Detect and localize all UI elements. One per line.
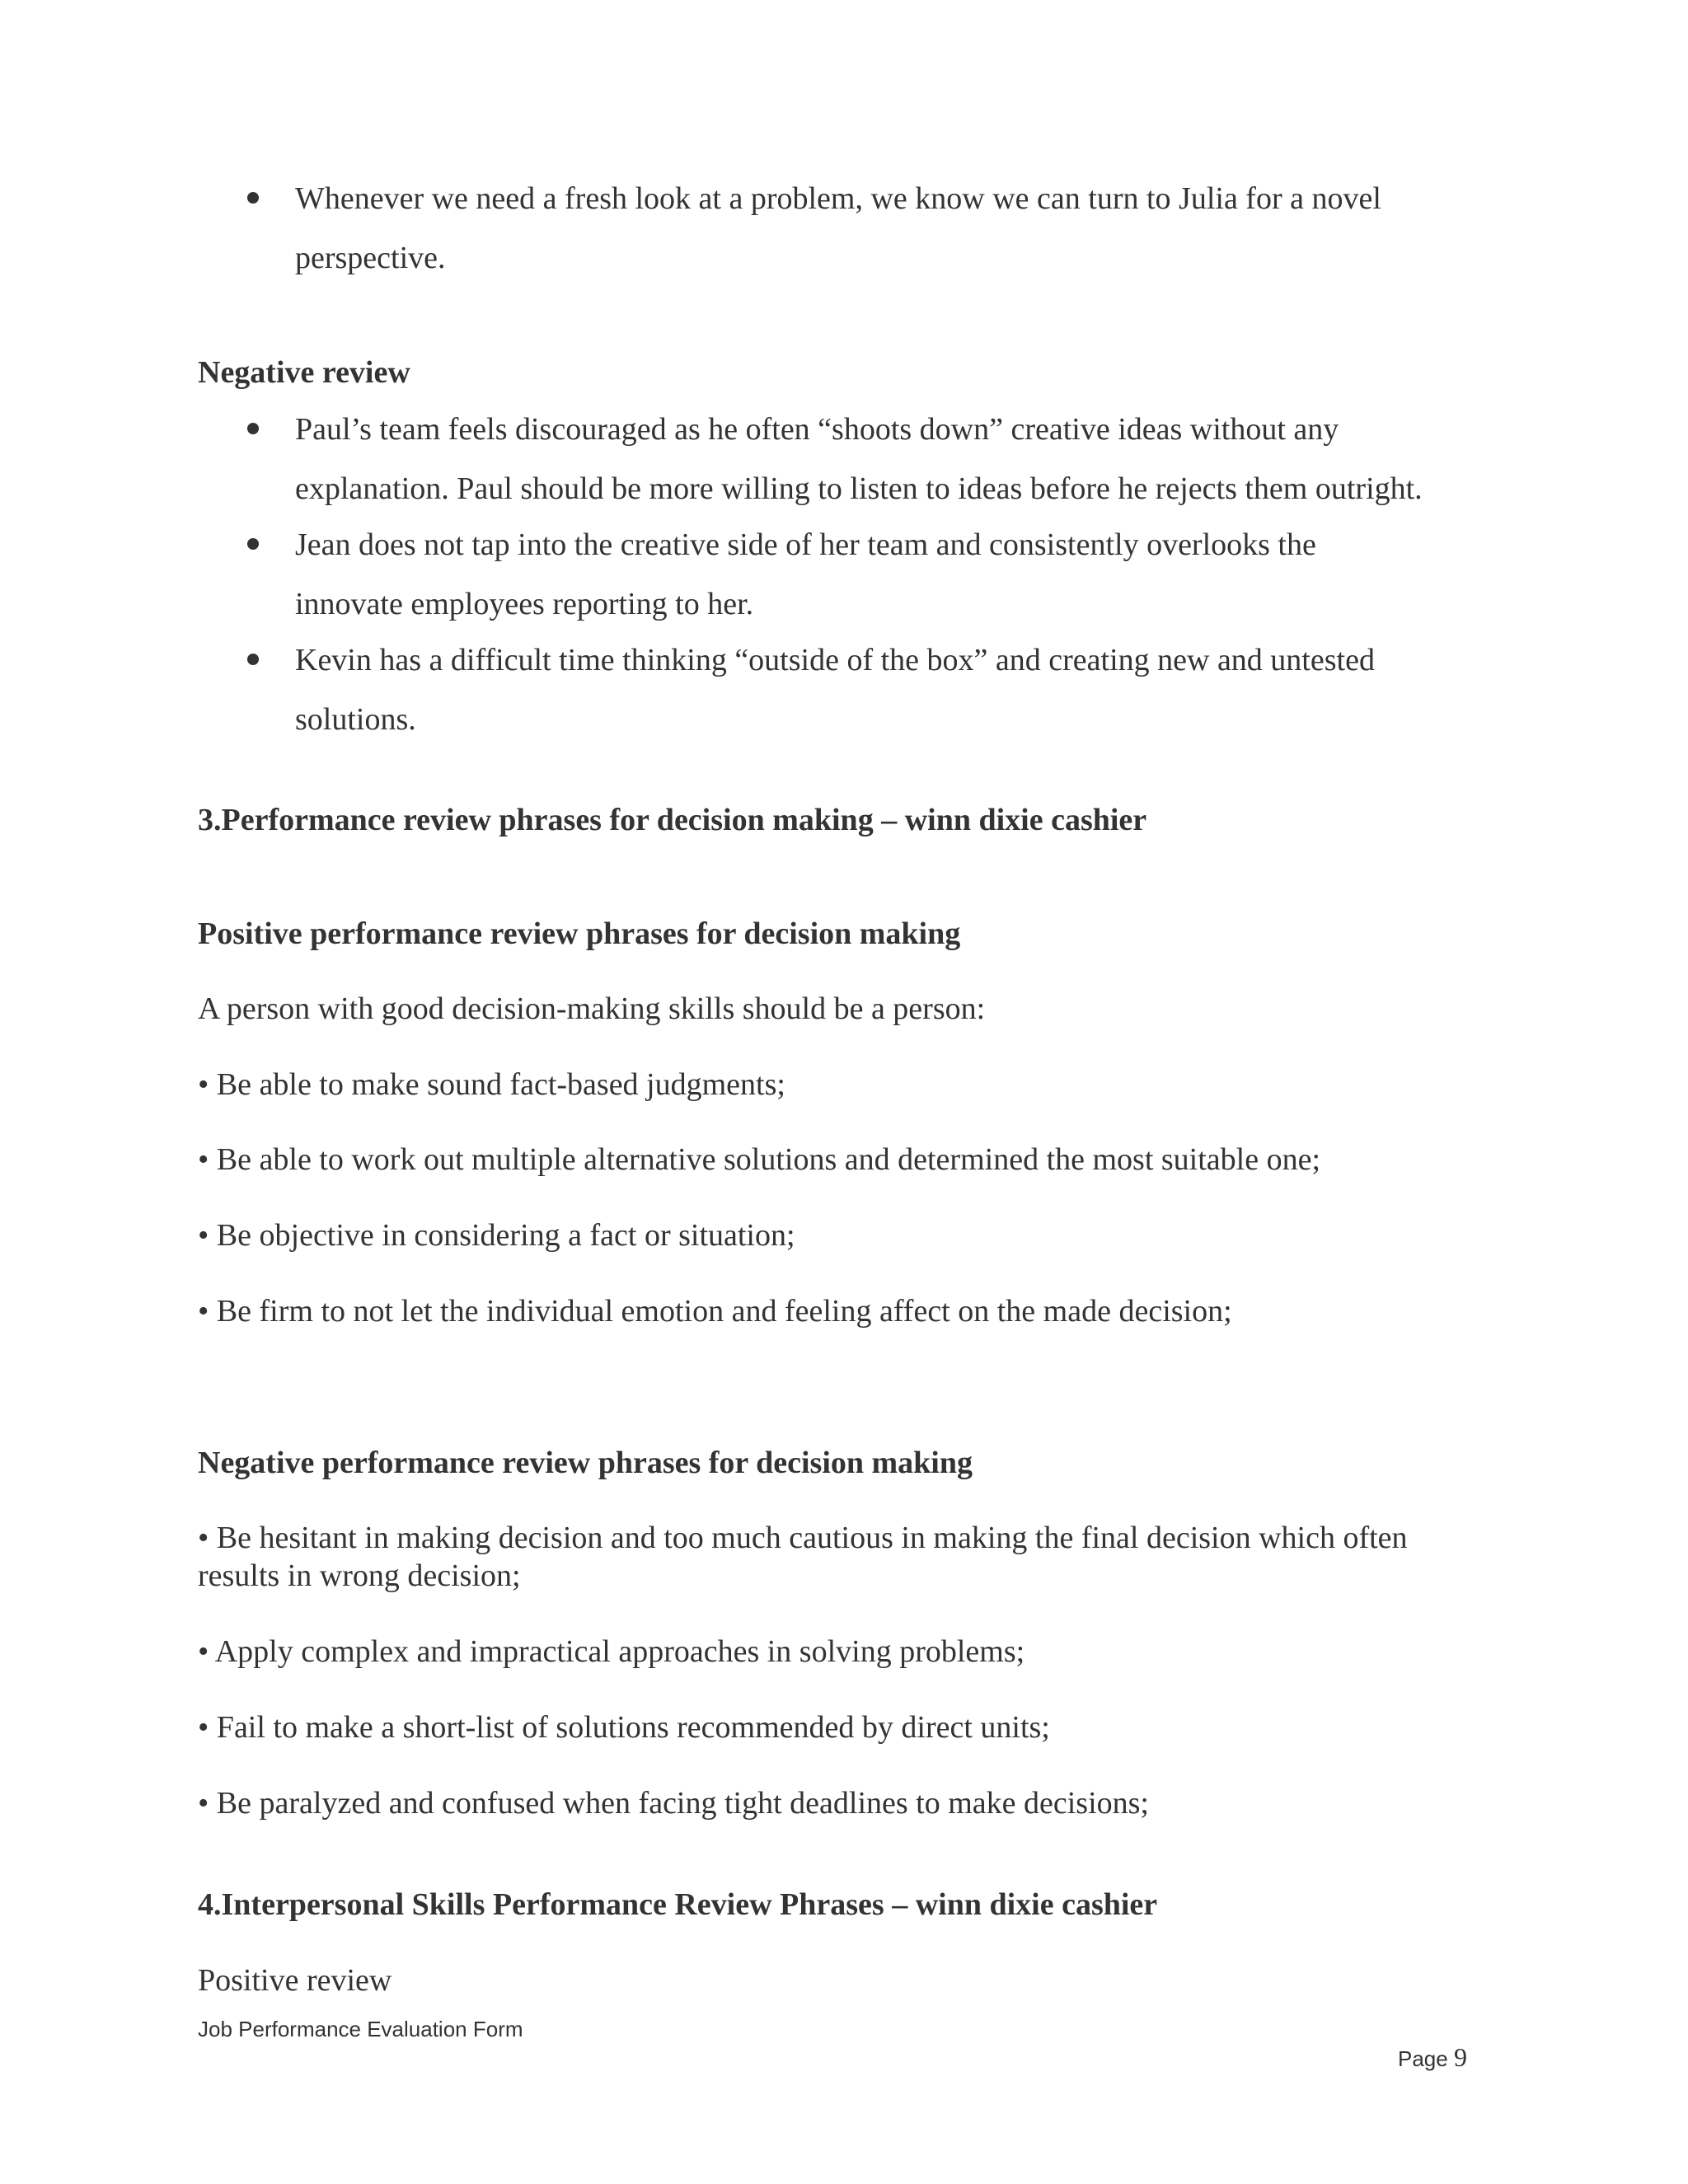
bullet-dot [247, 423, 259, 434]
negative-review-heading: Negative review [198, 355, 410, 390]
positive-review-label: Positive review [198, 1963, 392, 1998]
bullet-text-continued: solutions. [295, 702, 416, 737]
bullet-text-continued: perspective. [295, 241, 446, 275]
footer-page-number [1398, 2044, 1467, 2072]
list-item: • Fail to make a short-list of solutions recommended by direct units; [198, 1710, 1050, 1745]
bullet-text-continued: innovate employees reporting to her. [295, 587, 754, 621]
list-item: • Be objective in considering a fact or situation; [198, 1218, 795, 1253]
bullet-dot [247, 192, 259, 204]
list-item: • Be hesitant in making decision and too much cautious in making the final decision which often [198, 1521, 1408, 1555]
page-label: Page [1398, 2046, 1448, 2071]
bullet-dot [247, 654, 259, 665]
list-item: • Be able to make sound fact-based judgments; [198, 1067, 785, 1102]
bullet-text: Kevin has a difficult time thinking “outside of the box” and creating new and untested [295, 643, 1375, 677]
page-number: 9 [1453, 2042, 1467, 2072]
bullet-dot [247, 538, 259, 550]
bullet-text: Whenever we need a fresh look at a problem, we know we can turn to Julia for a novel [295, 181, 1381, 216]
footer-form-name: Job Performance Evaluation Form [198, 2017, 523, 2041]
positive-decision-heading: Positive performance review phrases for decision making [198, 916, 961, 951]
list-item: • Be firm to not let the individual emotion and feeling affect on the made decision; [198, 1294, 1232, 1329]
bullet-text: Paul’s team feels discouraged as he often “shoots down” creative ideas without any [295, 412, 1339, 447]
list-item: • Be able to work out multiple alternative solutions and determined the most suitable one; [198, 1142, 1321, 1177]
list-item: • Apply complex and impractical approaches in solving problems; [198, 1634, 1025, 1669]
list-item-continued: results in wrong decision; [198, 1558, 521, 1593]
bullet-text: Jean does not tap into the creative side of her team and consistently overlooks the [295, 527, 1316, 562]
list-item: • Be paralyzed and confused when facing tight deadlines to make decisions; [198, 1786, 1149, 1821]
intro-paragraph: A person with good decision-making skills should be a person: [198, 991, 986, 1026]
bullet-text-continued: explanation. Paul should be more willing to listen to ideas before he rejects them outright. [295, 471, 1423, 506]
section-4-heading: 4.Interpersonal Skills Performance Review Phrases – winn dixie cashier [198, 1887, 1158, 1922]
section-3-heading: 3.Performance review phrases for decision making – winn dixie cashier [198, 803, 1147, 837]
negative-decision-heading: Negative performance review phrases for decision making [198, 1446, 973, 1480]
